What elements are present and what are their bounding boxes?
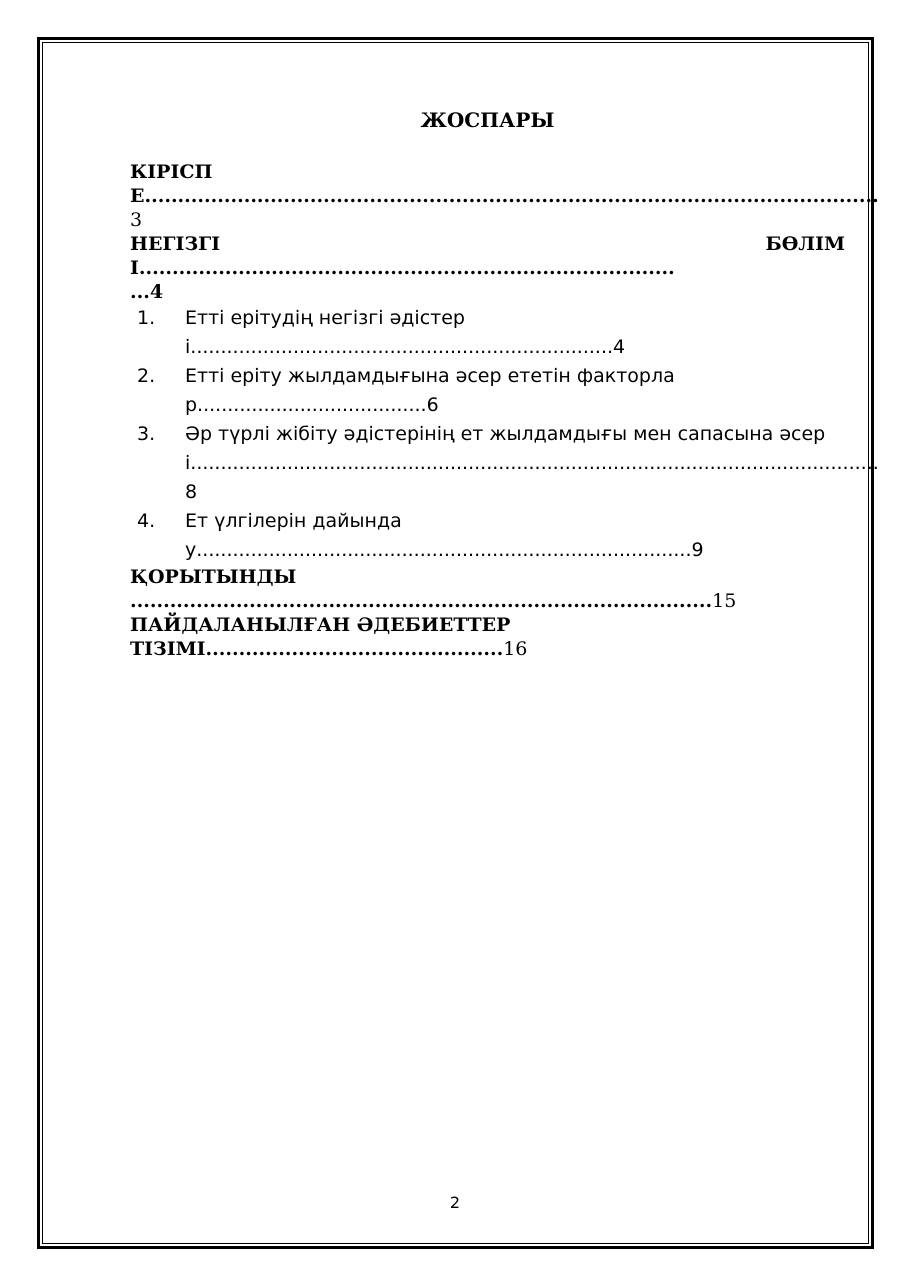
toc-subitem-marker: 1. bbox=[137, 307, 156, 329]
toc-subitems-list bbox=[130, 304, 879, 565]
toc-entry-intro-leaders-2: ................................ bbox=[667, 185, 879, 207]
toc-subitem bbox=[130, 362, 845, 420]
toc-entry-conclusion-label: ҚОРЫТЫНДЫ bbox=[130, 566, 297, 588]
toc-entry-intro-label: КІРІСПЕ bbox=[130, 161, 213, 207]
toc-entry-main-label-left: НЕГІЗГІ bbox=[130, 233, 221, 255]
toc-subitem bbox=[130, 507, 845, 565]
toc-subitem-marker: 2. bbox=[137, 365, 156, 387]
toc-subitem-marker: 3. bbox=[137, 423, 156, 445]
toc-entry-main-leaders: I................................................................................. bbox=[130, 257, 675, 279]
toc-subitem-marker: 4. bbox=[137, 510, 156, 532]
toc-entry-intro-page: 3 bbox=[130, 209, 143, 231]
toc-subitem-text: Етті еріту жылдамдығына әсер ететін факторлар......................................6 bbox=[185, 365, 675, 416]
page-number: 2 bbox=[449, 1193, 461, 1212]
toc-content bbox=[130, 108, 879, 661]
toc-entry-references-line1: ПАЙДАЛАНЫЛҒАН ӘДЕБИЕТТЕР bbox=[130, 614, 511, 636]
toc-entry-conclusion-page: 15 bbox=[712, 590, 737, 612]
toc-entry-conclusion-leaders: ........................................................................................ bbox=[130, 590, 713, 612]
toc-entry-references bbox=[130, 637, 845, 661]
toc-entry-conclusion bbox=[130, 565, 845, 613]
toc-subitem bbox=[130, 420, 879, 507]
toc-subitem-text: Әр түрлі жібіту әдістерінің ет жылдамдығы мен сапасына әсері..................................................................................................................8 bbox=[185, 423, 879, 503]
toc-entry-main-heading bbox=[130, 232, 845, 256]
toc-entry-main-page: ...4 bbox=[130, 281, 164, 303]
toc-entry-references-label: ТІЗІМІ............................................. bbox=[130, 638, 504, 660]
toc-entry-intro bbox=[130, 160, 879, 232]
page-title: ЖОСПАРЫ bbox=[420, 108, 555, 132]
toc-entry-intro-leaders: ............................................................................... bbox=[144, 185, 668, 207]
toc-subitem-text: Ет үлгілерін дайындау..................................................................................9 bbox=[185, 510, 704, 561]
toc-subitem bbox=[130, 304, 845, 362]
toc-entry-references-page: 16 bbox=[503, 638, 528, 660]
toc-subitem-text: Етті ерітудің негізгі әдістері......................................................................4 bbox=[185, 307, 626, 358]
toc-entry-main-label-right: БӨЛІМ bbox=[765, 233, 845, 255]
